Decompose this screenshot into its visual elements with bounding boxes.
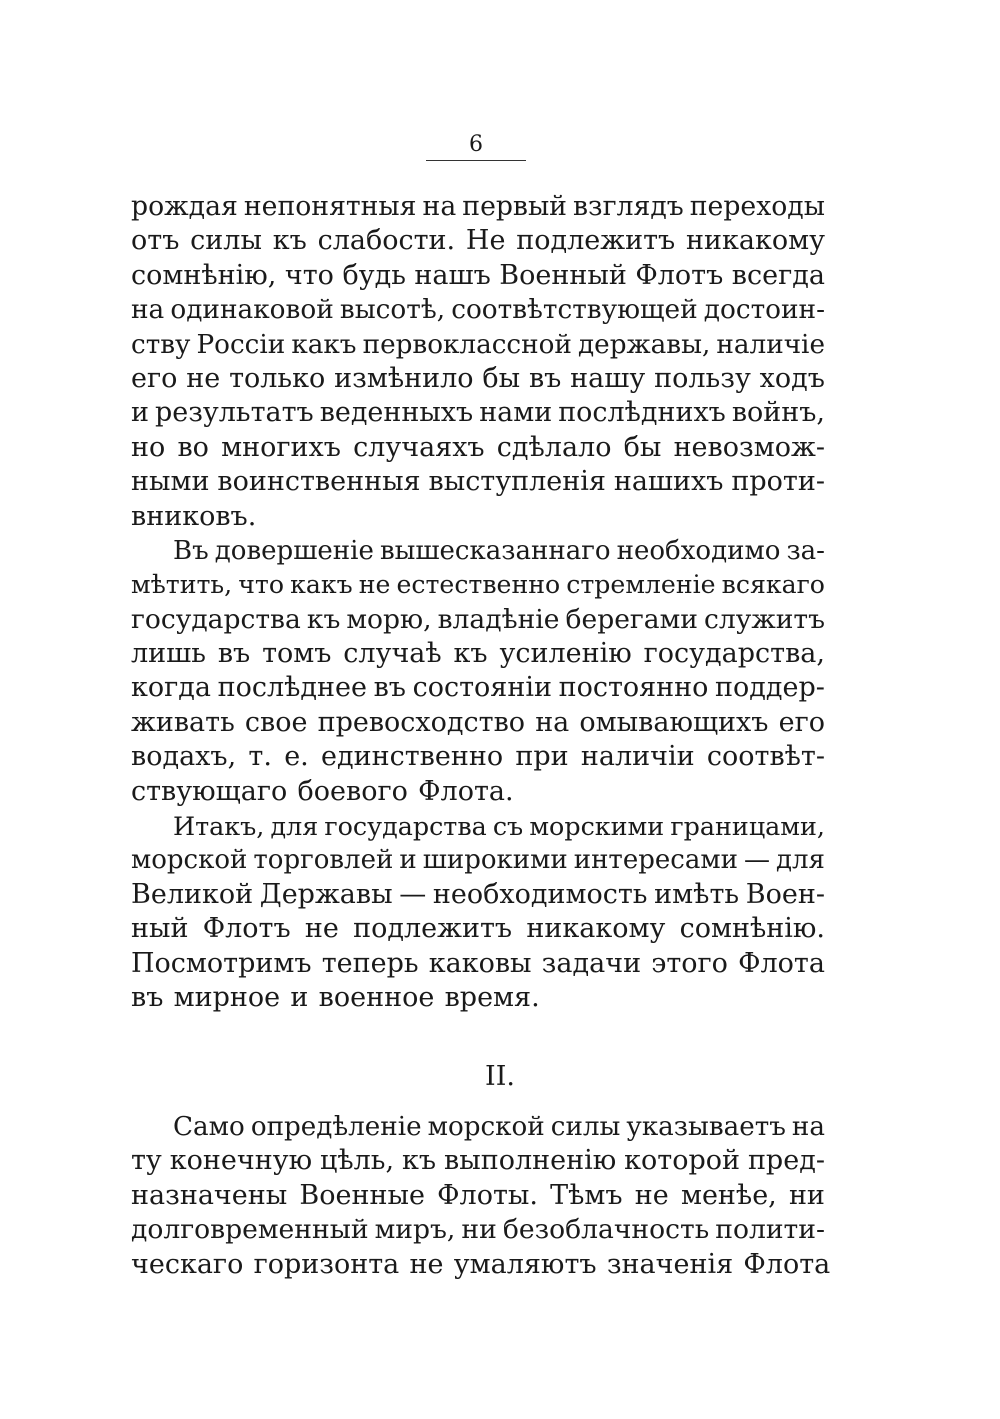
page-header <box>426 132 526 161</box>
text-line: ческаго горизонта не умаляютъ значенія Флота <box>131 1248 831 1280</box>
paragraph <box>131 1110 831 1282</box>
section-heading: II. <box>485 1061 515 1092</box>
text-line: назначены Военные Флоты. Тѣмъ не менѣе, ни <box>131 1179 825 1211</box>
text-line: но во многихъ случаяхъ сдѣлало бы невозмож- <box>131 431 825 463</box>
text-line: отъ силы къ слабости. Не подлежитъ никакому <box>131 225 825 257</box>
text-line: ный Флотъ не подлежитъ никакому сомнѣнію. <box>131 913 825 945</box>
body-text-part-1 <box>131 190 825 1015</box>
text-line: и результатъ веденныхъ нами послѣднихъ войнъ, <box>131 397 825 429</box>
text-line: ствующаго боевого Флота. <box>131 775 514 807</box>
text-line: мѣтить, что какъ не естественно стремленіе всякаго <box>131 570 825 600</box>
text-line: въ мирное и военное время. <box>131 981 540 1013</box>
text-line: морской торговлей и широкими интересами — для <box>131 845 825 876</box>
text-line: ству Россіи какъ первоклассной державы, наличіе <box>131 329 825 360</box>
body-text-part-2 <box>131 1110 831 1282</box>
text-line: сомнѣнію, что будь нашъ Военный Флотъ всегда <box>131 259 825 291</box>
text-line: Великой Державы — необходимость имѣть Воен- <box>131 878 825 910</box>
text-line: живать свое превосходство на омывающихъ его <box>131 706 825 738</box>
text-line: государства къ морю, владѣніе берегами служитъ <box>131 603 825 635</box>
text-line: ными воинственныя выступленія нашихъ проти- <box>131 466 825 498</box>
text-line: лишь въ томъ случаѣ къ усиленію государства, <box>131 638 825 670</box>
text-line: вниковъ. <box>131 500 257 532</box>
text-line: рождая непонятныя на первый взглядъ переходы <box>131 191 825 222</box>
text-line: Итакъ, для государства съ морскими границами, <box>173 811 825 842</box>
text-line: ту конечную цѣль, къ выполненію которой пред- <box>131 1145 825 1177</box>
header-rule <box>426 160 526 161</box>
page-number: 6 <box>469 132 483 157</box>
paragraph <box>131 190 825 534</box>
text-line: Въ довершеніе вышесказаннаго необходимо за- <box>173 535 825 566</box>
paragraph <box>131 534 825 809</box>
text-line: на одинаковой высотѣ, соотвѣтствующей достоин- <box>131 295 825 326</box>
text-line: Само опредѣленіе морской силы указываетъ на <box>173 1112 825 1142</box>
text-line: его не только измѣнило бы въ нашу пользу ходъ <box>131 362 825 394</box>
paragraph <box>131 809 825 1015</box>
text-line: Посмотримъ теперь каковы задачи этого Флота <box>131 947 825 979</box>
text-line: когда послѣднее въ состояніи постоянно поддер- <box>131 672 825 704</box>
text-line: водахъ, т. е. единственно при наличіи соотвѣт- <box>131 741 825 773</box>
text-line: долговременный миръ, ни безоблачность полити- <box>131 1214 825 1246</box>
